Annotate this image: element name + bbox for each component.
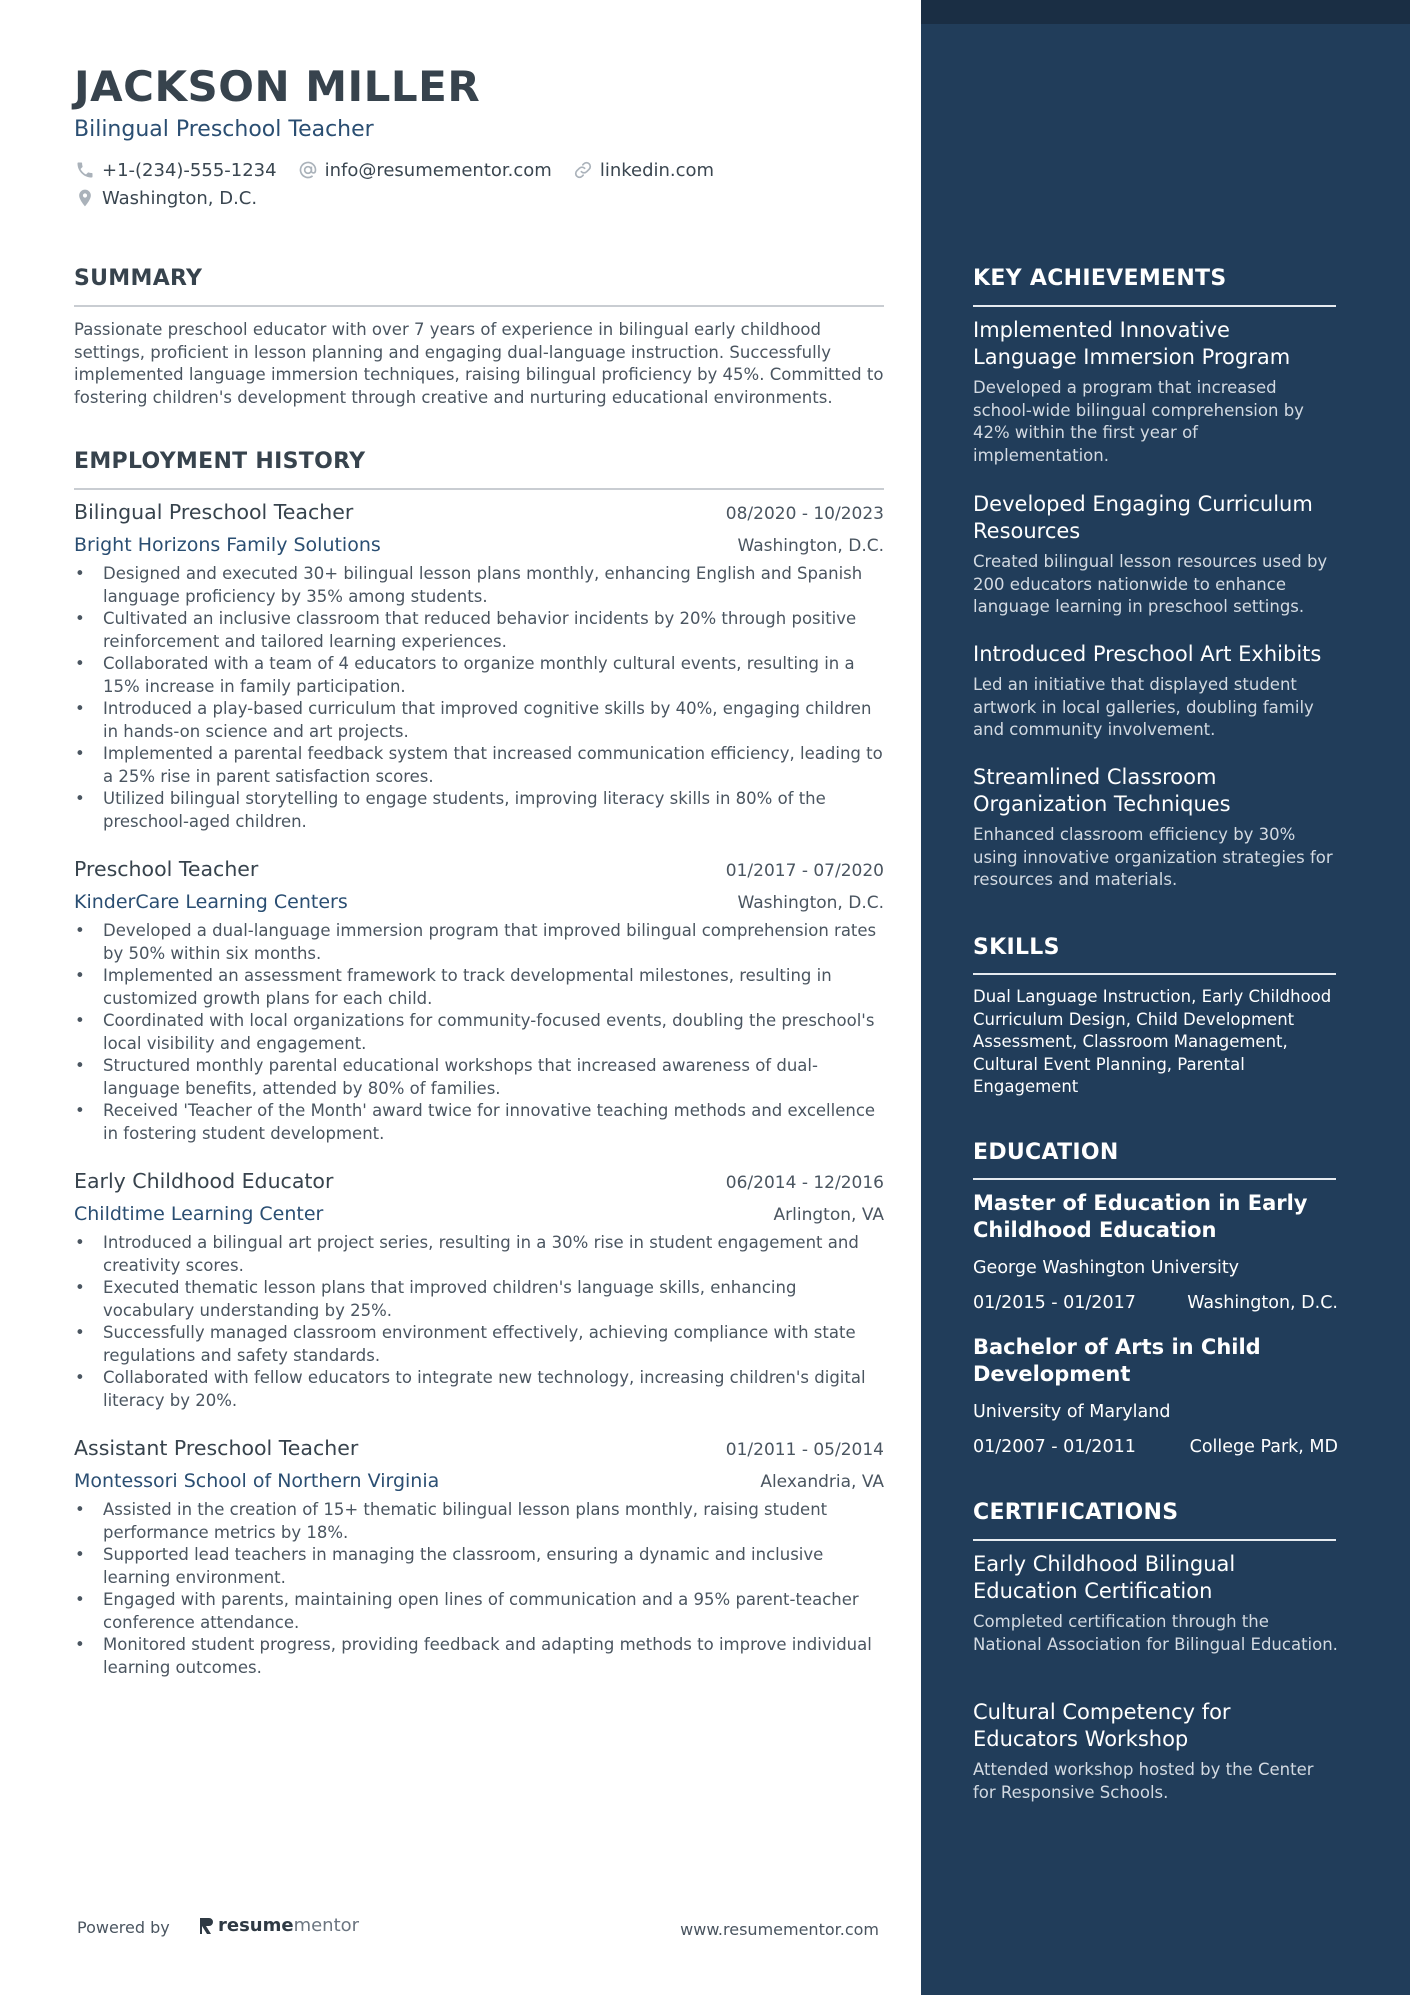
certification-desc: Completed certification through the National Association for Bilingual Education. bbox=[973, 1612, 1338, 1654]
phone-text: +1-(234)-555-1234 bbox=[102, 159, 277, 181]
resumementor-logo[interactable] bbox=[198, 1915, 359, 1936]
certifications-divider bbox=[973, 1539, 1336, 1541]
contact-email[interactable] bbox=[297, 159, 552, 181]
powered-by-label: Powered by bbox=[77, 1918, 170, 1937]
certification-item bbox=[973, 1551, 1338, 1656]
summary-title: SUMMARY bbox=[74, 266, 203, 291]
list-item: • Implemented an assessment framework to track developmental milestones, resulting in customized growth plans for each child. bbox=[74, 965, 884, 1010]
email-text[interactable]: info@resumementor.com bbox=[324, 159, 552, 181]
achievement-title: Implemented Innovative Language Immersion Program bbox=[973, 318, 1291, 369]
education-degree: Master of Education in Early Childhood Education bbox=[973, 1191, 1308, 1242]
at-icon bbox=[297, 159, 319, 181]
achievement-item bbox=[973, 641, 1338, 742]
certification-title: Cultural Competency for Educators Workshop bbox=[973, 1700, 1231, 1751]
job-company: Childtime Learning Center bbox=[74, 1203, 324, 1225]
logo-text-bold: resume bbox=[218, 1915, 294, 1936]
footer-url-link[interactable]: www.resumementor.com bbox=[680, 1920, 879, 1939]
certification-title: Early Childhood Bilingual Education Certification bbox=[973, 1552, 1236, 1603]
list-item: • Cultivated an inclusive classroom that reduced behavior incidents by 20% through positive reinforcement and tailored learning experiences. bbox=[74, 608, 884, 653]
skills-title: SKILLS bbox=[973, 935, 1060, 960]
job-location: Washington, D.C. bbox=[737, 893, 884, 913]
job-company: Bright Horizons Family Solutions bbox=[74, 534, 381, 556]
logo-text-light: mentor bbox=[293, 1915, 360, 1936]
list-item: • Assisted in the creation of 15+ thematic bilingual lesson plans monthly, raising student performance metrics by 18%. bbox=[74, 1499, 884, 1544]
certification-item bbox=[973, 1699, 1338, 1804]
job-title: Preschool Teacher bbox=[74, 857, 259, 881]
achievement-item bbox=[973, 317, 1338, 467]
certification-desc: Attended workshop hosted by the Center for Responsive Schools. bbox=[973, 1760, 1314, 1802]
list-item: • Introduced a bilingual art project series, resulting in a 30% rise in student engagement and creativity scores. bbox=[74, 1232, 884, 1277]
job-dates: 08/2020 - 10/2023 bbox=[725, 504, 884, 524]
education-dates: 01/2007 - 01/2011 bbox=[973, 1437, 1136, 1457]
job-bullets bbox=[74, 1232, 884, 1412]
achievement-desc: Created bilingual lesson resources used by 200 educators nationwide to enhance language learning in preschool settings. bbox=[973, 552, 1328, 616]
contact-location bbox=[74, 187, 257, 209]
education-divider bbox=[973, 1178, 1336, 1180]
candidate-role: Bilingual Preschool Teacher bbox=[74, 117, 374, 142]
achievement-title: Developed Engaging Curriculum Resources bbox=[973, 492, 1313, 543]
job-location: Washington, D.C. bbox=[737, 536, 884, 556]
skills-text: Dual Language Instruction, Early Childhood Curriculum Design, Child Development Assessment, Classroom Management, Cultural Event Planning, Parental Engagement bbox=[973, 987, 1332, 1096]
sidebar-top-band bbox=[921, 0, 1410, 24]
achievements-title: KEY ACHIEVEMENTS bbox=[973, 266, 1227, 291]
job-company: Montessori School of Northern Virginia bbox=[74, 1470, 440, 1492]
job-title: Assistant Preschool Teacher bbox=[74, 1436, 359, 1460]
list-item: • Designed and executed 30+ bilingual lesson plans monthly, enhancing English and Spanish language proficiency by 35% among students. bbox=[74, 563, 884, 608]
job-bullets bbox=[74, 920, 884, 1145]
contact-row bbox=[74, 159, 734, 181]
education-item bbox=[973, 1190, 1338, 1313]
job-entry bbox=[74, 1169, 884, 1412]
job-location: Arlington, VA bbox=[773, 1205, 884, 1225]
list-item: • Successfully managed classroom environment effectively, achieving compliance with state regulations and safety standards. bbox=[74, 1322, 884, 1367]
job-entry bbox=[74, 1436, 884, 1679]
logo-mark-icon bbox=[198, 1916, 214, 1936]
link-icon bbox=[572, 159, 594, 181]
job-location: Alexandria, VA bbox=[760, 1472, 884, 1492]
list-item: • Supported lead teachers in managing the classroom, ensuring a dynamic and inclusive learning environment. bbox=[74, 1544, 884, 1589]
phone-icon bbox=[74, 159, 96, 181]
list-item: • Developed a dual-language immersion program that improved bilingual comprehension rates by 50% within six months. bbox=[74, 920, 884, 965]
achievement-desc: Led an initiative that displayed student artwork in local galleries, doubling family and community involvement. bbox=[973, 675, 1314, 739]
contact-linkedin[interactable] bbox=[572, 159, 714, 181]
list-item: • Introduced a play-based curriculum that improved cognitive skills by 40%, engaging children in hands-on science and art projects. bbox=[74, 698, 884, 743]
job-company: KinderCare Learning Centers bbox=[74, 891, 348, 913]
list-item: • Collaborated with fellow educators to integrate new technology, increasing children's digital literacy by 20%. bbox=[74, 1367, 884, 1412]
list-item: • Implemented a parental feedback system that increased communication efficiency, leading to a 25% rise in parent satisfaction scores. bbox=[74, 743, 884, 788]
linkedin-text[interactable]: linkedin.com bbox=[599, 159, 715, 181]
job-dates: 06/2014 - 12/2016 bbox=[725, 1173, 884, 1193]
sidebar bbox=[921, 0, 1410, 1995]
achievements-divider bbox=[973, 305, 1336, 307]
list-item: • Coordinated with local organizations for community-focused events, doubling the preschool's local visibility and engagement. bbox=[74, 1010, 884, 1055]
education-item bbox=[973, 1334, 1338, 1457]
achievement-desc: Enhanced classroom efficiency by 30% using innovative organization strategies for resources and materials. bbox=[973, 825, 1333, 889]
list-item: • Collaborated with a team of 4 educators to organize monthly cultural events, resulting in a 15% increase in family participation. bbox=[74, 653, 884, 698]
location-pin-icon bbox=[74, 187, 96, 209]
candidate-name: JACKSON MILLER bbox=[74, 62, 481, 111]
job-dates: 01/2011 - 05/2014 bbox=[725, 1440, 884, 1460]
list-item: • Received 'Teacher of the Month' award twice for innovative teaching methods and excellence in fostering student development. bbox=[74, 1100, 884, 1145]
education-dates: 01/2015 - 01/2017 bbox=[973, 1293, 1136, 1313]
list-item: • Monitored student progress, providing feedback and adapting methods to improve individual learning outcomes. bbox=[74, 1634, 884, 1679]
summary-text: Passionate preschool educator with over 7 years of experience in bilingual early childhood settings, proficient in lesson planning and engaging dual-language instruction. Successfully implemented language immersion techniques, raising bilingual proficiency by 45%. Committed to fostering children's development through creative and nurturing educational environments. bbox=[74, 320, 884, 407]
employment-title: EMPLOYMENT HISTORY bbox=[74, 449, 366, 474]
job-title: Early Childhood Educator bbox=[74, 1169, 334, 1193]
job-title: Bilingual Preschool Teacher bbox=[74, 500, 354, 524]
certifications-title: CERTIFICATIONS bbox=[973, 1500, 1179, 1525]
skills-divider bbox=[973, 973, 1336, 975]
summary-divider bbox=[74, 305, 884, 307]
employment-divider bbox=[74, 488, 884, 490]
job-bullets bbox=[74, 563, 884, 833]
achievement-title: Introduced Preschool Art Exhibits bbox=[973, 642, 1322, 666]
job-entry bbox=[74, 857, 884, 1145]
education-location: College Park, MD bbox=[1189, 1437, 1338, 1457]
job-bullets bbox=[74, 1499, 884, 1679]
location-text: Washington, D.C. bbox=[102, 187, 258, 209]
achievement-desc: Developed a program that increased school-wide bilingual comprehension by 42% within the first year of implementation. bbox=[973, 378, 1304, 465]
education-school: George Washington University bbox=[973, 1258, 1240, 1278]
job-dates: 01/2017 - 07/2020 bbox=[725, 861, 884, 881]
list-item: • Structured monthly parental educational workshops that increased awareness of dual-language benefits, attended by 80% of families. bbox=[74, 1055, 884, 1100]
education-title: EDUCATION bbox=[973, 1140, 1119, 1165]
list-item: • Utilized bilingual storytelling to engage students, improving literacy skills in 80% of the preschool-aged children. bbox=[74, 788, 884, 833]
education-location: Washington, D.C. bbox=[1187, 1293, 1338, 1313]
achievement-title: Streamlined Classroom Organization Techniques bbox=[973, 765, 1231, 816]
achievement-item bbox=[973, 764, 1338, 892]
contact-row-2 bbox=[74, 187, 277, 209]
contact-phone bbox=[74, 159, 277, 181]
list-item: • Engaged with parents, maintaining open lines of communication and a 95% parent-teacher conference attendance. bbox=[74, 1589, 884, 1634]
list-item: • Executed thematic lesson plans that improved children's language skills, enhancing vocabulary understanding by 25%. bbox=[74, 1277, 884, 1322]
education-degree: Bachelor of Arts in Child Development bbox=[973, 1335, 1261, 1386]
job-entry bbox=[74, 500, 884, 833]
education-school: University of Maryland bbox=[973, 1402, 1171, 1422]
achievement-item bbox=[973, 491, 1338, 619]
